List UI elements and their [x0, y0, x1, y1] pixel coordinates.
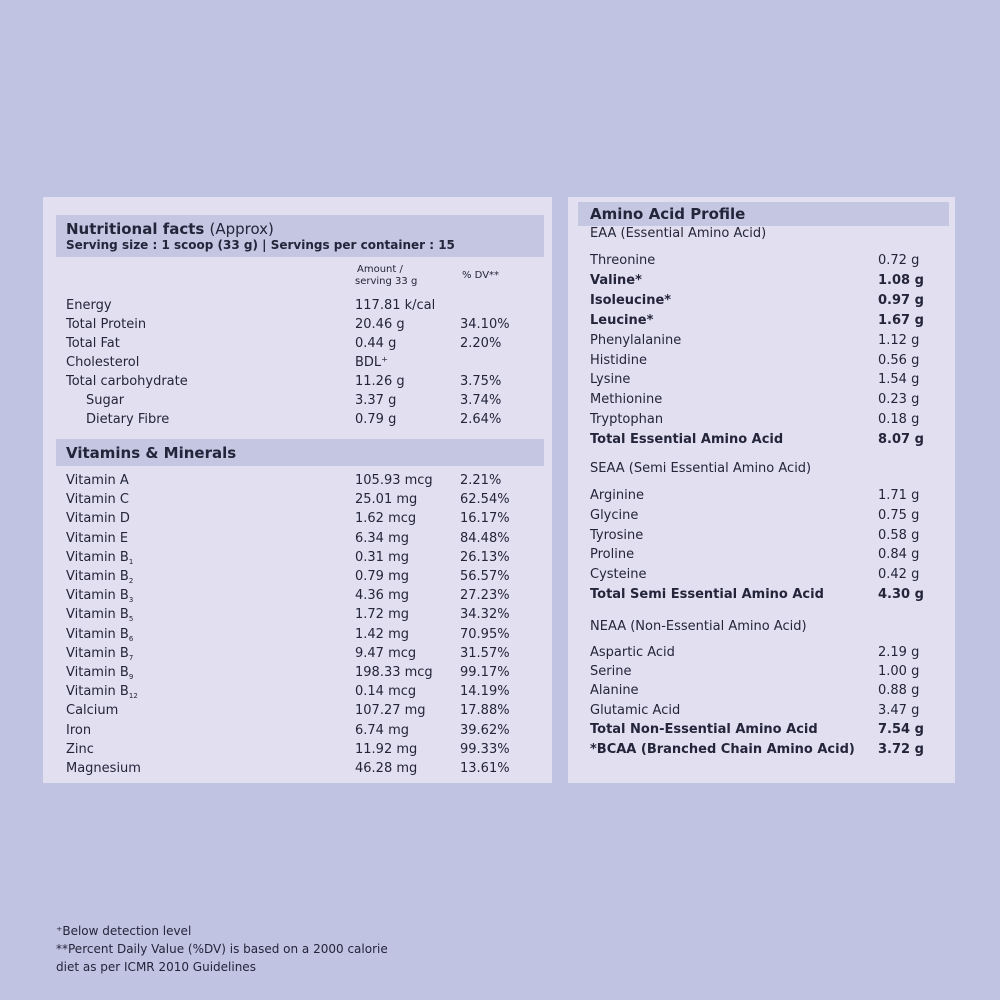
- amino-row: [568, 253, 955, 269]
- amino-name: Phenylalanine: [590, 332, 682, 348]
- neaa-total-label: Total Non-Essential Amino Acid: [590, 722, 818, 737]
- vitamin-name: Zinc: [66, 741, 94, 757]
- amino-name: Histidine: [590, 352, 647, 368]
- vitamin-row: [43, 569, 552, 585]
- vitamin-amount: 6.74 mg: [355, 722, 409, 738]
- amino-name: Arginine: [590, 488, 644, 503]
- vitamin-name-wrap: [66, 588, 133, 604]
- vitamin-amount: 198.33 mcg: [355, 665, 433, 680]
- nutrient-name: Energy: [66, 298, 112, 313]
- amino-name: Alanine: [590, 683, 639, 699]
- vitamin-name: Vitamin B: [66, 569, 129, 584]
- vitamin-name-wrap: [66, 627, 133, 643]
- footnote-dv-line2: diet as per ICMR 2010 Guidelines: [56, 960, 256, 974]
- amino-name: Methionine: [590, 392, 663, 408]
- vitamin-row: [43, 607, 552, 623]
- vitamin-subscript: 1: [128, 557, 134, 566]
- amino-name: Proline: [590, 547, 635, 563]
- amino-row: [568, 645, 955, 661]
- amino-value: 0.56 g: [878, 352, 920, 368]
- nutrient-amount: 3.37 g: [355, 393, 397, 408]
- nutrition-title-suffix: (Approx): [209, 220, 274, 238]
- dv-column-header: % DV**: [462, 270, 500, 281]
- nutrient-dv: 34.10%: [460, 317, 510, 332]
- vitamin-name: Vitamin C: [66, 492, 130, 508]
- nutrition-header: [56, 215, 544, 257]
- seaa-total-value: 4.30 g: [878, 587, 924, 602]
- vitamin-row: [43, 646, 552, 662]
- vitamin-dv: 17.88%: [460, 703, 510, 719]
- vitamin-subscript: 3: [128, 596, 134, 605]
- vitamin-amount: 46.28 mg: [355, 761, 418, 776]
- amino-row: [568, 587, 955, 603]
- amino-value: 1.08 g: [878, 272, 924, 288]
- vitamin-dv: 39.62%: [460, 722, 510, 738]
- vitamin-name: Vitamin A: [66, 473, 129, 488]
- amino-row: [568, 432, 955, 448]
- amino-panel: [568, 197, 955, 783]
- vitamin-dv: 34.32%: [460, 607, 510, 623]
- vitamin-dv: 2.21%: [460, 473, 502, 488]
- amino-value: 0.84 g: [878, 547, 920, 563]
- amino-name: Lysine: [590, 372, 631, 388]
- vitamin-name: Magnesium: [66, 761, 141, 776]
- amino-row: [568, 333, 955, 349]
- amino-value: 1.67 g: [878, 312, 924, 328]
- nutrient-name: Total Fat: [66, 336, 120, 351]
- nutrient-dv: 3.75%: [460, 374, 502, 389]
- amino-row: [568, 313, 955, 329]
- amino-value: 1.54 g: [878, 372, 920, 388]
- amino-row: [568, 683, 955, 699]
- seaa-total-label: Total Semi Essential Amino Acid: [590, 587, 824, 602]
- vitamin-name-wrap: [66, 607, 133, 623]
- amino-name: Glycine: [590, 507, 639, 523]
- vitamin-name-wrap: [66, 703, 118, 719]
- amino-name: Leucine*: [590, 312, 654, 328]
- vitamin-dv: 84.48%: [460, 530, 510, 546]
- nutrition-row: [43, 374, 552, 390]
- vitamin-row: [43, 511, 552, 527]
- vitamin-dv: 16.17%: [460, 511, 510, 527]
- amino-row: [568, 528, 955, 544]
- amino-row: [568, 392, 955, 408]
- vitamin-dv: 13.61%: [460, 761, 510, 776]
- nutrient-amount: 20.46 g: [355, 317, 405, 332]
- vitamin-name-wrap: [66, 684, 138, 700]
- vitamins-header: [56, 439, 544, 466]
- vitamin-row: [43, 550, 552, 566]
- amino-name: Tryptophan: [590, 412, 664, 428]
- vitamin-dv: 99.33%: [460, 741, 510, 757]
- vitamin-name-wrap: [66, 531, 128, 547]
- vitamin-name: Vitamin B: [66, 588, 129, 604]
- nutrient-amount: 11.26 g: [355, 374, 405, 389]
- vitamin-dv: 70.95%: [460, 626, 510, 642]
- vitamin-name: Vitamin B: [66, 684, 129, 700]
- nutrient-amount: BDL⁺: [355, 355, 389, 370]
- amino-row: [568, 273, 955, 289]
- nutrient-name: Cholesterol: [66, 355, 140, 370]
- vitamin-amount: 0.79 mg: [355, 569, 409, 584]
- vitamin-row: [43, 665, 552, 681]
- amino-row: [568, 547, 955, 563]
- amino-row: [568, 567, 955, 583]
- vitamin-row: [43, 703, 552, 719]
- footnote-dv-line1: **Percent Daily Value (%DV) is based on a 2000 calorie: [56, 942, 388, 956]
- amino-row: [568, 722, 955, 738]
- vitamin-name: Vitamin B: [66, 645, 129, 661]
- vitamin-name-wrap: [66, 492, 129, 508]
- vitamin-dv: 62.54%: [460, 492, 510, 508]
- vitamins-title: Vitamins & Minerals: [66, 444, 237, 462]
- vitamin-name-wrap: [66, 723, 91, 739]
- amino-value: 0.58 g: [878, 527, 920, 543]
- vitamin-row: [43, 588, 552, 604]
- vitamin-subscript: 6: [128, 634, 134, 643]
- amino-value: 2.19 g: [878, 645, 920, 660]
- vitamin-name-wrap: [66, 473, 129, 489]
- vitamin-amount: 25.01 mg: [355, 492, 418, 508]
- vitamin-row: [43, 492, 552, 508]
- amino-name: Tyrosine: [590, 527, 644, 543]
- amino-row: [568, 372, 955, 388]
- bcaa-label: *BCAA (Branched Chain Amino Acid): [590, 742, 855, 757]
- vitamin-dv: 56.57%: [460, 569, 510, 584]
- vitamin-dv: 27.23%: [460, 588, 510, 604]
- vitamin-amount: 6.34 mg: [355, 530, 409, 546]
- amino-section-heading: NEAA (Non-Essential Amino Acid): [590, 619, 807, 634]
- vitamin-name: Vitamin B: [66, 549, 129, 565]
- nutrient-dv: 2.64%: [460, 412, 502, 427]
- vitamin-subscript: 9: [128, 673, 134, 681]
- nutrition-row: [43, 355, 552, 371]
- eaa-total-value: 8.07 g: [878, 432, 924, 447]
- vitamin-row: [43, 531, 552, 547]
- amino-row: [568, 508, 955, 524]
- amino-value: 0.97 g: [878, 292, 924, 308]
- amino-name: Threonine: [590, 253, 656, 268]
- vitamin-name: Vitamin B: [66, 665, 129, 680]
- vitamin-row: [43, 742, 552, 758]
- nutrition-title: Nutritional facts: [66, 220, 205, 238]
- amino-value: 0.72 g: [878, 253, 920, 268]
- vitamin-subscript: 12: [128, 692, 138, 701]
- nutrient-name: Total Protein: [66, 317, 147, 332]
- vitamin-name-wrap: [66, 761, 141, 777]
- vitamin-subscript: 7: [128, 653, 134, 662]
- amino-value: 1.71 g: [878, 488, 920, 503]
- vitamin-name: Vitamin B: [66, 607, 129, 623]
- vitamin-amount: 1.62 mcg: [355, 511, 417, 527]
- amino-value: 0.42 g: [878, 567, 920, 583]
- nutrition-row: [43, 298, 552, 314]
- nutrient-name: Dietary Fibre: [86, 412, 170, 427]
- amino-header: [578, 202, 949, 226]
- nutrient-name: Sugar: [86, 393, 125, 408]
- amino-row: [568, 293, 955, 309]
- amino-section-heading: EAA (Essential Amino Acid): [590, 226, 767, 241]
- vitamin-name-wrap: [66, 569, 133, 585]
- amino-value: 1.12 g: [878, 332, 920, 348]
- vitamin-name: Vitamin B: [66, 626, 129, 642]
- vitamin-amount: 9.47 mcg: [355, 645, 417, 661]
- vitamin-name: Vitamin D: [66, 511, 130, 527]
- vitamin-name-wrap: [66, 550, 133, 566]
- amount-column-header: Amount / serving 33 g: [355, 264, 418, 287]
- vitamin-amount: 1.72 mg: [355, 607, 409, 623]
- vitamin-name-wrap: [66, 646, 133, 662]
- vitamin-row: [43, 684, 552, 700]
- vitamin-dv: 99.17%: [460, 665, 510, 680]
- amino-value: 0.18 g: [878, 412, 920, 428]
- amino-value: 0.23 g: [878, 392, 920, 408]
- nutrient-amount: 0.79 g: [355, 412, 397, 427]
- amino-row: [568, 664, 955, 680]
- vitamin-amount: 0.31 mg: [355, 549, 409, 565]
- vitamin-name-wrap: [66, 742, 94, 758]
- vitamin-dv: 14.19%: [460, 684, 510, 700]
- vitamin-name-wrap: [66, 511, 130, 527]
- vitamin-amount: 0.14 mcg: [355, 684, 417, 700]
- nutrient-amount: 0.44 g: [355, 336, 397, 351]
- amino-value: 3.47 g: [878, 702, 920, 718]
- nutrition-panel: [43, 197, 552, 783]
- amino-value: 0.75 g: [878, 507, 920, 523]
- nutrient-dv: 3.74%: [460, 393, 502, 408]
- vitamin-row: [43, 473, 552, 489]
- nutrient-dv: 2.20%: [460, 336, 502, 351]
- amino-name: Cysteine: [590, 567, 647, 583]
- vitamin-amount: 4.36 mg: [355, 588, 409, 604]
- nutrient-amount: 117.81 k/cal: [355, 298, 436, 313]
- vitamin-name: Vitamin E: [66, 530, 129, 546]
- vitamin-subscript: 5: [128, 615, 134, 624]
- footnotes: [56, 922, 388, 976]
- eaa-total-label: Total Essential Amino Acid: [590, 432, 784, 447]
- amino-name: Isoleucine*: [590, 292, 672, 308]
- vitamin-name: Iron: [66, 722, 92, 738]
- vitamin-amount: 107.27 mg: [355, 703, 426, 719]
- footnote-bdl: ⁺Below detection level: [56, 924, 192, 938]
- nutrition-row: [43, 412, 552, 428]
- amino-row: [568, 488, 955, 504]
- amino-row: [568, 353, 955, 369]
- vitamin-dv: 26.13%: [460, 549, 510, 565]
- amino-row: [568, 703, 955, 719]
- vitamin-name-wrap: [66, 665, 133, 681]
- vitamin-name: Calcium: [66, 703, 119, 719]
- nutrition-row: [43, 317, 552, 333]
- vitamin-subscript: 2: [128, 577, 134, 585]
- nutrient-name: Total carbohydrate: [66, 374, 188, 389]
- bcaa-value: 3.72 g: [878, 742, 924, 757]
- amino-name: Serine: [590, 664, 632, 680]
- amino-value: 1.00 g: [878, 664, 920, 680]
- nutrition-row: [43, 336, 552, 352]
- vitamin-amount: 105.93 mcg: [355, 473, 433, 488]
- vitamin-amount: 11.92 mg: [355, 741, 418, 757]
- amino-title: Amino Acid Profile: [590, 205, 746, 223]
- amino-row: [568, 412, 955, 428]
- amino-row: [568, 742, 955, 758]
- amino-name: Aspartic Acid: [590, 645, 675, 660]
- vitamin-amount: 1.42 mg: [355, 626, 409, 642]
- vitamin-row: [43, 761, 552, 777]
- amino-value: 0.88 g: [878, 683, 920, 699]
- vitamin-row: [43, 723, 552, 739]
- nutrition-row: [43, 393, 552, 409]
- amino-name: Glutamic Acid: [590, 702, 681, 718]
- vitamin-row: [43, 627, 552, 643]
- serving-info: Serving size : 1 scoop (33 g) | Servings per container : 15: [66, 238, 455, 252]
- vitamin-dv: 31.57%: [460, 645, 510, 661]
- neaa-total-value: 7.54 g: [878, 722, 924, 737]
- amino-section-heading: SEAA (Semi Essential Amino Acid): [590, 461, 812, 476]
- amino-name: Valine*: [590, 272, 642, 288]
